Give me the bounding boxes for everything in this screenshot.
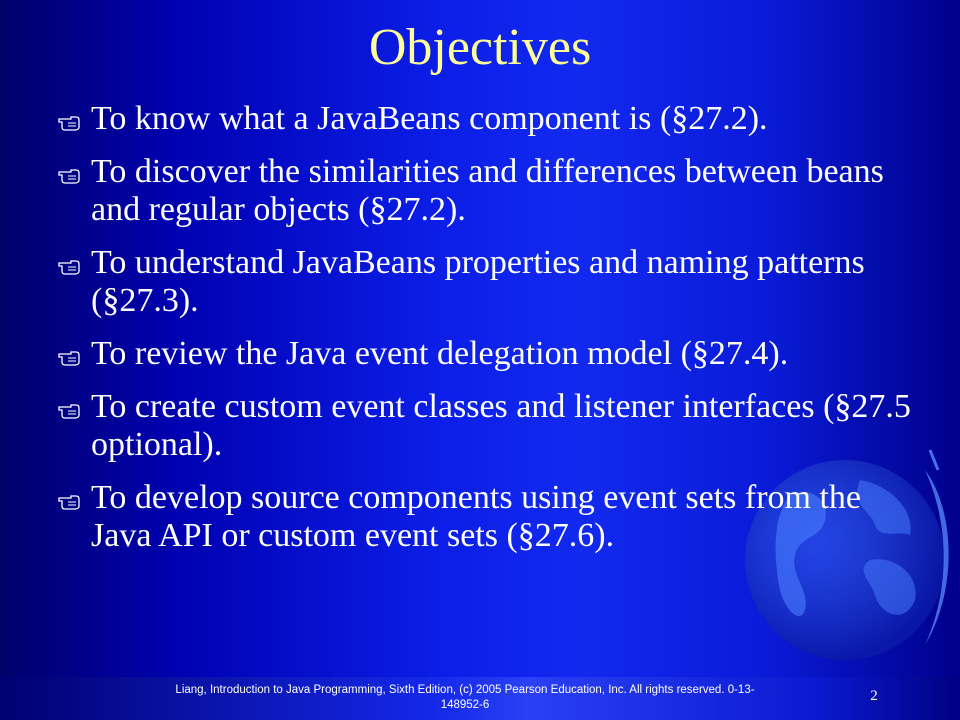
pointing-hand-icon — [58, 401, 80, 421]
bullet-item — [58, 244, 928, 320]
pointing-hand-icon — [58, 492, 80, 512]
bullet-item — [58, 153, 928, 229]
bullet-text: To know what a JavaBeans component is (§27.2). — [91, 100, 768, 137]
bullet-item — [58, 100, 928, 138]
bullet-text: To understand JavaBeans properties and naming patterns (§27.3). — [91, 244, 865, 319]
page-number: 2 — [870, 688, 878, 704]
pointing-hand-icon — [58, 257, 80, 277]
objectives-list — [58, 100, 928, 570]
bullet-text: To develop source components using event sets from the Java API or custom event sets (§27.6). — [91, 479, 861, 554]
bullet-item — [58, 335, 928, 373]
pointing-hand-icon — [58, 166, 80, 186]
bullet-item — [58, 388, 928, 464]
bullet-text: To discover the similarities and differences between beans and regular objects (§27.2). — [91, 153, 884, 228]
bullet-text: To create custom event classes and listener interfaces (§27.5 optional). — [91, 388, 911, 463]
bullet-item — [58, 479, 928, 555]
footer-copyright: Liang, Introduction to Java Programming, Sixth Edition, (c) 2005 Pearson Education, Inc. All rights reserved. 0-13-148952-6 — [175, 684, 755, 711]
slide-title: Objectives — [368, 19, 592, 76]
pointing-hand-icon — [58, 348, 80, 368]
bullet-text: To review the Java event delegation model (§27.4). — [91, 335, 789, 372]
pointing-hand-icon — [58, 113, 80, 133]
